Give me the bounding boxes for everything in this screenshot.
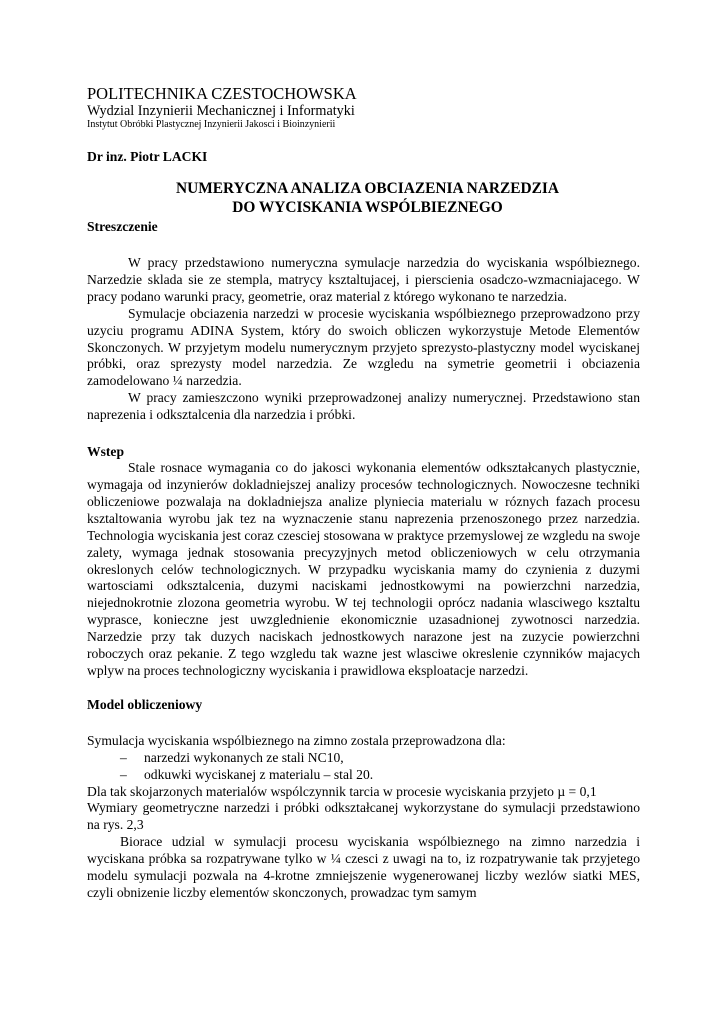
- faculty-name: Wydzial Inzynierii Mechanicznej i Informatyki: [87, 103, 355, 119]
- list-item: – narzedzi wykonanych ze stali NC10,: [120, 749, 344, 765]
- dash-marker: –: [120, 749, 127, 765]
- model-paragraph: Biorace udzial w symulacji procesu wyciskania wspólbieznego na zimno narzedzia i wyciskana próbka sa rozpatrywane tylko w ¼ czesci z uwagi na to, iz rozpatrywanie tak przyjetego modelu symulacji pozwala na 4-krotne zmniejszenie wygenerowanej liczby wezlów siatki MES, czyli obnizenie liczby elementów skonczonych, prowadzac tym samym: [87, 834, 640, 900]
- material-list: [87, 750, 640, 784]
- institute-name: Instytut Obróbki Plastycznej Inzynierii Jakosci i Bioinzynierii: [87, 119, 336, 130]
- author-name: Dr inz. Piotr LACKI: [87, 149, 208, 164]
- model-intro: Symulacja wyciskania wspólbieznego na zimno zostala przeprowadzona dla:: [87, 732, 506, 748]
- paper-title: [87, 179, 640, 217]
- intro-heading: Wstep: [87, 444, 125, 460]
- intro-paragraph: Stale rosnace wymagania co do jakosci wykonania elementów odkształcanych plastycznie, wymagaja od inzynierów dokladniejszej analizy procesów technologicznych. Nowoczesne techniki obliczeniowe pozwalaja na dokladniejsza analize plyniecia materialu w róznych fazach procesu ksztaltowania wyrobu jak tez na wyznaczenie stanu naprezenia przenoszonego przez narzedzia. Technologia wyciskania jest coraz czesciej stosowana w praktyce przemyslowej ze wzgledu na swoje zalety, wymaga jednak stosowania precyzyjnych metod obliczeniowych w celu otrzymania okreslonych celów technologicznych. W przypadku wyciskania mamy do czynienia z duzymi wartosciami odksztalcenia, duzymi naciskami jednostkowymi na powierzchni narzedzia, niejednokrotnie zlozona geometria wyrobu. W tej technologii oprócz nadania wlasciwego ksztaltu wyprasce, konieczne jest uwzglednienie ekonomicznie uzasadnionej zywotnosci narzedzia. Narzedzie przy tak duzych naciskach jednostkowych narazone jest na zuzycie powierzchni roboczych oraz pekanie. Z tego wzgledu tak wazne jest wlasciwe okreslenie czynników majacych wplyw na proces technologiczny wyciskania i prawidlowa eksploatacje narzedzi.: [87, 460, 640, 678]
- title-line-2: DO WYCISKANIA WSPÓLBIEZNEGO: [232, 199, 503, 216]
- title-line-1: NUMERYCZNA ANALIZA OBCIAZENIA NARZEDZIA: [175, 180, 559, 197]
- list-item: – odkuwki wyciskanej z materialu – stal 20.: [120, 766, 374, 782]
- institution-name: POLITECHNIKA CZESTOCHOWSKA: [87, 84, 357, 103]
- model-heading: Model obliczeniowy: [87, 696, 203, 712]
- dimensions-text: Wymiary geometryczne narzedzi i próbki odkształcanej wykorzystane do symulacji przedstawiono na rys. 2,3: [87, 800, 640, 833]
- document-page: [87, 84, 640, 902]
- friction-text: Dla tak skojarzonych materialów wspólczynnik tarcia w procesie wyciskania przyjeto µ = 0,1: [87, 783, 597, 799]
- abstract-paragraph-2: Symulacje obciazenia narzedzi w procesie wyciskania wspólbieznego przeprowadzono przy uzyciu programu ADINA System, który do swoich obliczen wykorzystuje Metode Elementów Skonczonych. W przyjetym modelu numerycznym przyjeto sprezysto-plastyczny model wyciskanej próbki, oraz sprezysty model narzedzia. Ze wzgledu na symetrie geometrii i obciazenia zamodelowano ¼ narzedzia.: [87, 305, 640, 389]
- abstract-paragraph-1: W pracy przedstawiono numeryczna symulacje narzedzia do wyciskania wspólbieznego. Narzedzie sklada sie ze stempla, matrycy ksztaltujacej, i pierscienia osadczo-wzmacniajacego. W pracy podano warunki pracy, geometrie, oraz material z którego wykonano te narzedzia.: [87, 255, 640, 304]
- dash-marker: –: [120, 766, 127, 782]
- abstract-heading: Streszczenie: [87, 219, 158, 234]
- abstract-paragraph-3: W pracy zamieszczono wyniki przeprowadzonej analizy numerycznej. Przedstawiono stan naprezenia i odksztalcenia dla narzedzia i próbki.: [87, 390, 640, 423]
